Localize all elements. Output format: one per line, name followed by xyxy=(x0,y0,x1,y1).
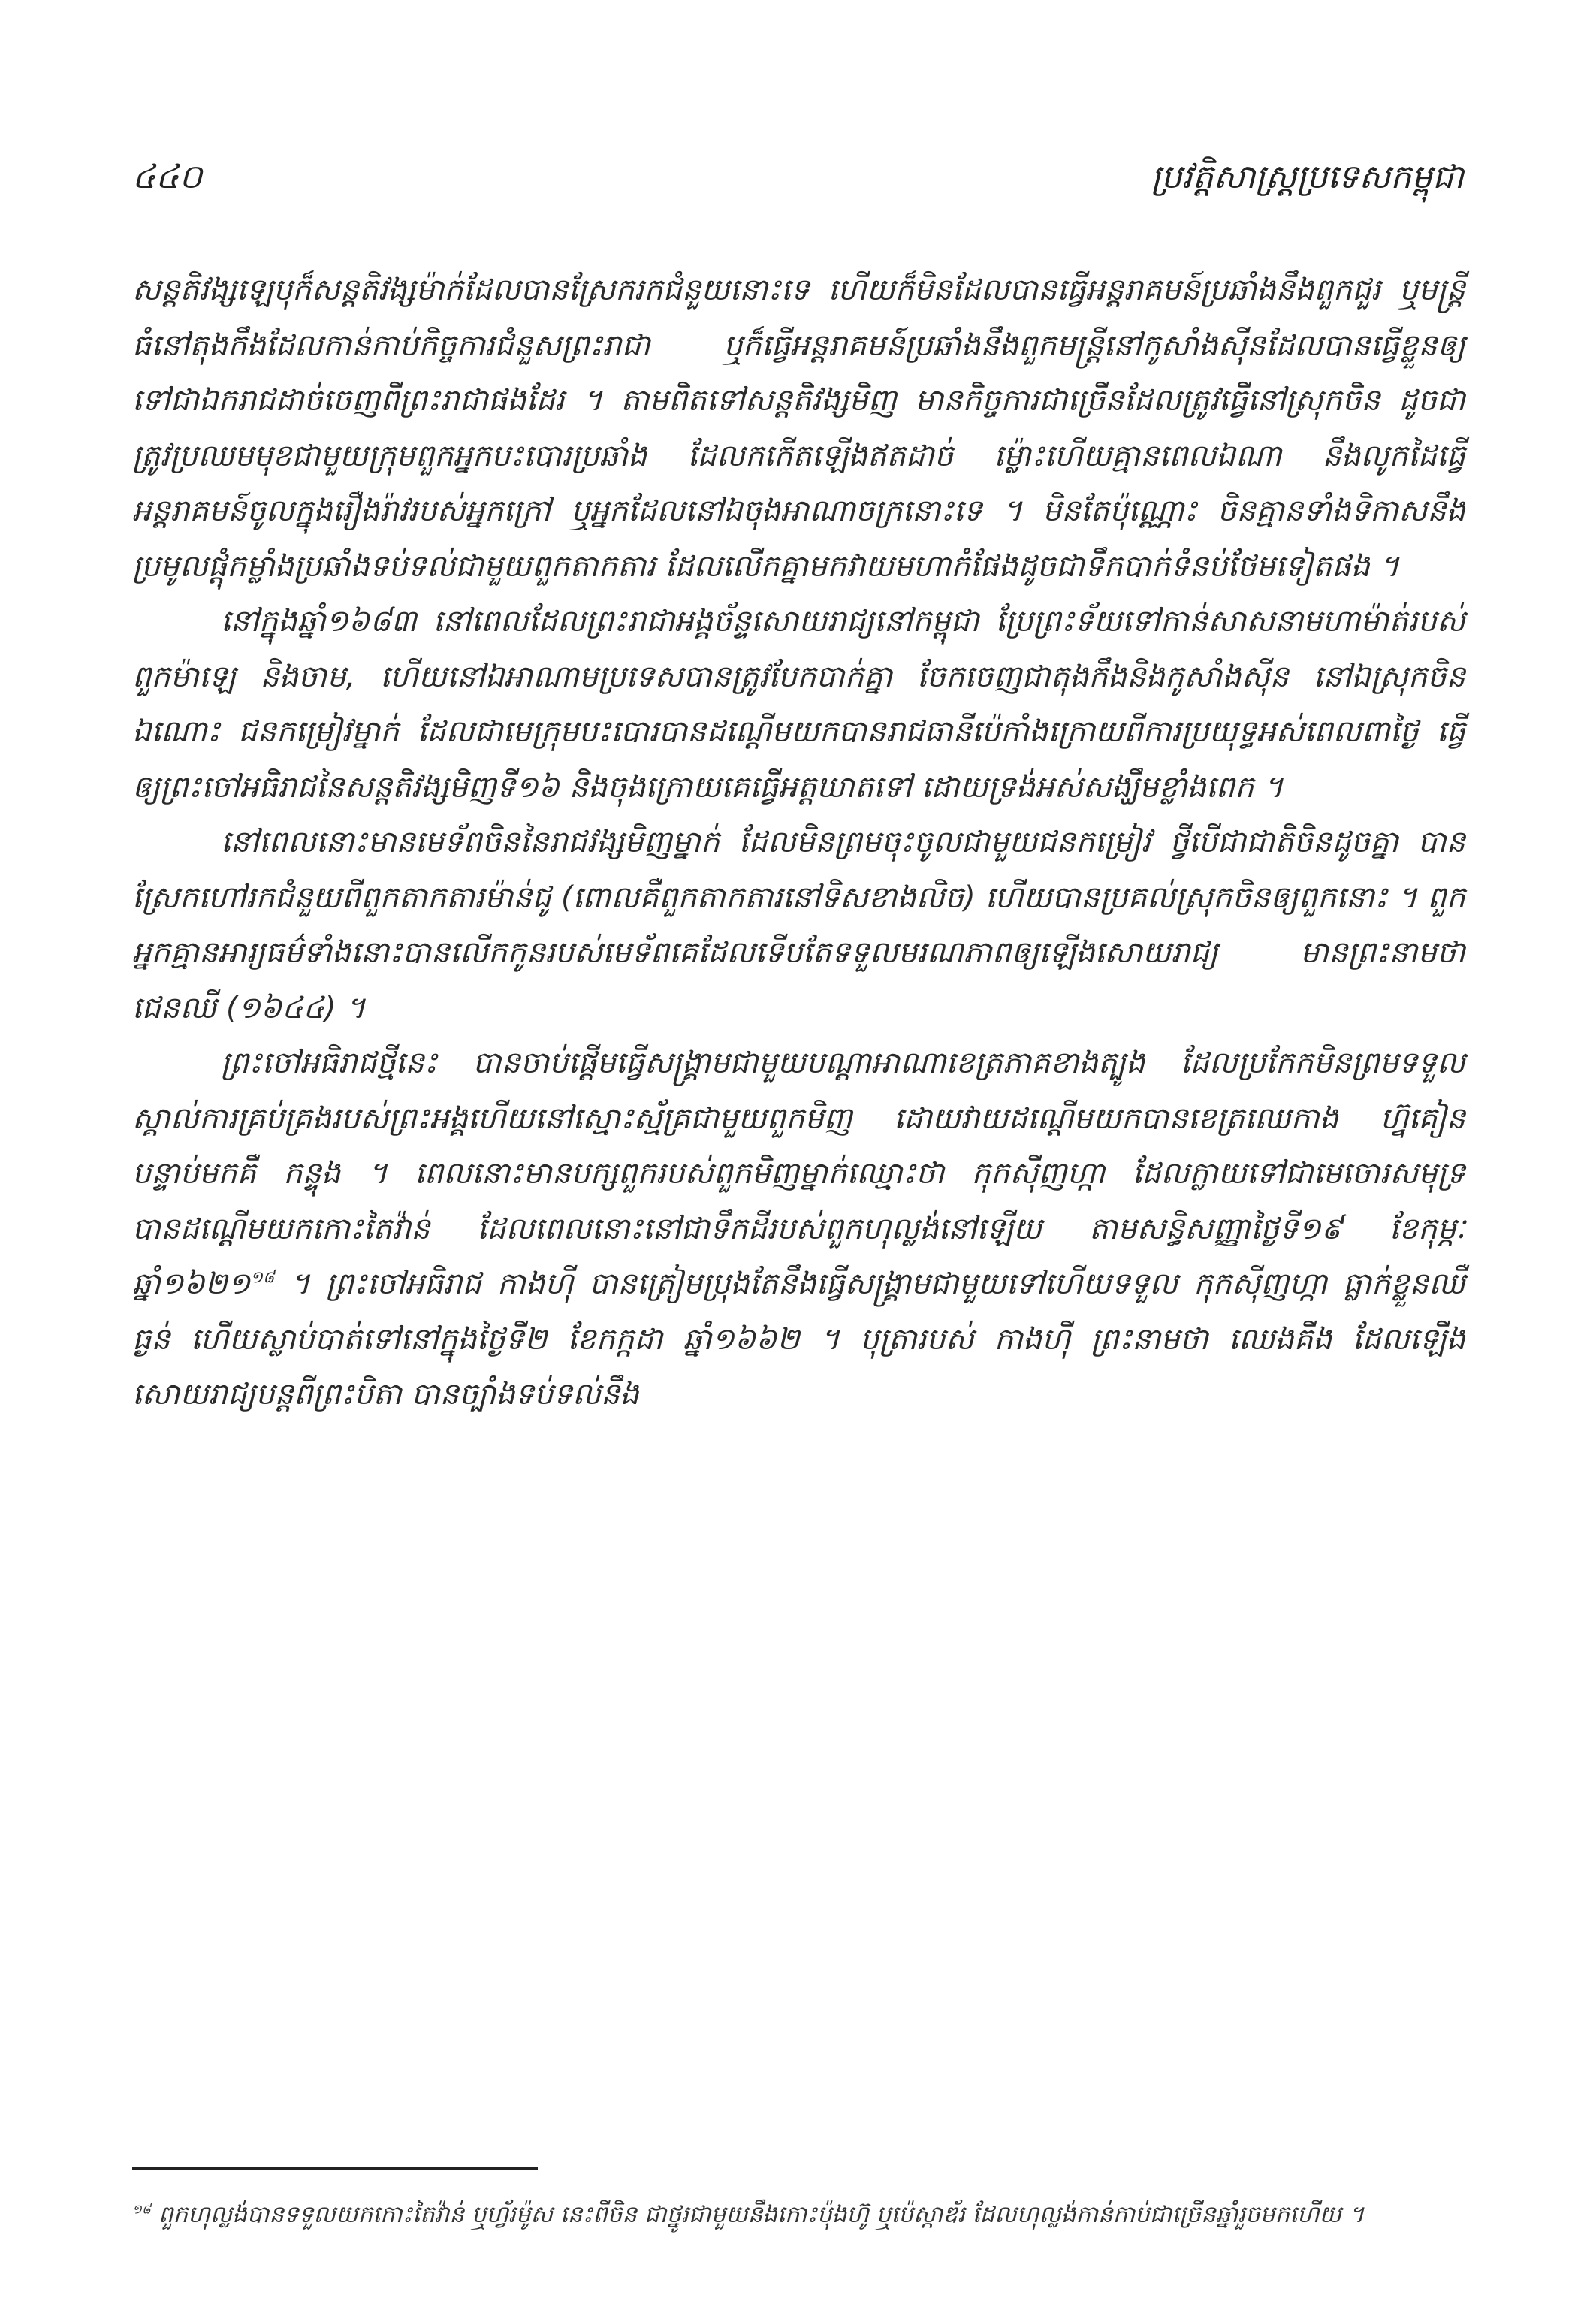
paragraph-1: សន្តតិវង្សឡេបុក៏សន្តតិវង្សម៉ាក់ដែលបានស្រែករកជំនួយនោះទេ ហើយក៏មិនដែលបានធ្វើអន្តរាគមន៍ប្រឆាំងនឹងពួកជួរ ឬមន្ត្រីធំនៅតុងកឹងដែលកាន់កាប់កិច្ចការជំនួសព្រះរាជា ឬក៏ធ្វើអន្តរាគមន៍ប្រឆាំងនឹងពួកមន្ត្រីនៅកូសាំងស៊ីនដែលបានធ្វើខ្លួនឲ្យទៅជាឯករាជដាច់ចេញពីព្រះរាជាផងដែរ ។ តាមពិតទៅសន្តតិវង្សមិញ មានកិច្ចការជាច្រើនដែលត្រូវធ្វើនៅស្រុកចិន ដូចជាត្រូវប្រឈមមុខជាមួយក្រុមពួកអ្នកបះបោរប្រឆាំង ដែលកកើតឡើងឥតដាច់ ម្ល៉ោះហើយគ្មានពេលឯណា នឹងលូកដៃធ្វើអន្តរាគមន៍ចូលក្នុងរឿងរ៉ាវរបស់អ្នកក្រៅ ឬអ្នកដែលនៅឯចុងអាណាចក្រនោះទេ ។ មិនតែប៉ុណ្ណោះ ចិនគ្មានទាំងទិកាសនឹងប្រមូលផ្តុំកម្លាំងប្រឆាំងទប់ទល់ជាមួយពួកតាកតារ ដែលលើកគ្នាមកវាយមហាកំផែងដូចជាទឹកបាក់ទំនប់ថែមទៀតផង ។ xyxy=(132,273,1465,584)
page-number: ៤៤០ xyxy=(132,158,203,196)
paragraph-4: ព្រះចៅអធិរាជថ្មីនេះ បានចាប់ផ្តើមធ្វើសង្គ្រាមជាមួយបណ្តាអាណាខេត្រភាគខាងត្បូង ដែលប្រកែកមិនព្រមទទួលស្គាល់ការគ្រប់គ្រងរបស់ព្រះអង្គហើយនៅស្មោះស្ម័គ្រជាមួយពួកមិញ ដោយវាយដណ្តើមយកបានខេត្រឈេកាង ហ្វ៊ុគៀន បន្ទាប់មកគឺ កន្ទុង ។ ពេលនោះមានបក្សពួករបស់ពួកមិញម្នាក់ឈ្មោះថា កុកស៊ីញហ្កា ដែលក្លាយទៅជាមេចោរសមុទ្រ បានដណ្តើមយកកោះតៃវ៉ាន់ ដែលពេលនោះនៅជាទឹកដីរបស់ពួកហុល្លង់នៅឡើយ តាមសន្ធិសញ្ញាថ្ងៃទី១៩ ខែកុម្ភៈ ឆ្នាំ១៦២១$^{១៨}$ ។ ព្រះចៅអធិរាជ កាងហ៊ី បានត្រៀមប្រុងតែនឹងធ្វើសង្គ្រាមជាមួយទៅហើយទទួល កុកស៊ីញហ្កា ធ្លាក់ខ្លួនឈឺធ្ងន់ ហើយស្លាប់បាត់ទៅនៅក្នុងថ្ងៃទី២ ខែកក្កដា ឆ្នាំ១៦៦២ ។ បុត្រារបស់ កាងហ៊ី ព្រះនាមថា ឈេងគីង ដែលឡើងសោយរាជ្យបន្តពីព្រះបិតា បានច្បាំងទប់ទល់នឹង xyxy=(132,1046,1466,1412)
footnote-marker: ១៨ xyxy=(132,2202,151,2218)
footnote-text: ពួកហុល្លង់បានទទួលយកកោះតៃវ៉ាន់ ឬហ្វ័រម៉ូស នេះពីចិន ជាថ្នូរជាមួយនឹងកោះប៉ុងហ៊ូ ឬប៉េស្កាឌ័រ ដែលហុល្លង់កាន់កាប់ជាច្រើនឆ្នាំរួចមកហើយ ។ xyxy=(158,2201,1365,2228)
paragraph-4-continuation: ព្រះចៅអធិរាជ កាងហ៊ី បានត្រៀមប្រុងតែនឹងធ្វើសង្គ្រាមជាមួយទៅហើយទទួល កុកស៊ីញហ្កា ធ្លាក់ខ្លួនឈឺធ្ងន់ ហើយស្លាប់បាត់ទៅនៅក្នុងថ្ងៃទី២ ខែកក្កដា ឆ្នាំ១៦៦២ ។ បុត្រារបស់ កាងហ៊ី ព្រះនាមថា ឈេងគីង ដែលឡើងសោយរាជ្យបន្តពីព្រះបិតា បានច្បាំងទប់ទល់នឹង xyxy=(132,1267,1466,1412)
paragraph-2: នៅក្នុងឆ្នាំ១៦៨៣ នៅពេលដែលព្រះរាជាអង្គច័ន្ទសោយរាជ្យនៅកម្ពុជា ប្រែព្រះទ័យទៅកាន់សាសនាមហាម៉ាត់របស់ពួកម៉ាឡេ និងចាម, ហើយនៅឯអាណាមប្រទេសបានត្រូវបែកបាក់គ្នា ចែកចេញជាតុងកឹងនិងកូសាំងស៊ីន នៅឯស្រុកចិនឯណោះ ជនកម្រៀវម្នាក់ ដែលជាមេក្រុមបះបោរបានដណ្តើមយកបានរាជធានីប៉េកាំងក្រោយពីការប្រយុទ្ធអស់ពេលពាថ្ងៃ ធ្វើឲ្យព្រះចៅអធិរាជនៃសន្តតិវង្សមិញទី១៦ និងចុងក្រោយគេធ្វើអត្តឃាតទៅ ដោយទ្រង់អស់សង្ឃឹមខ្លាំងពេក ។ xyxy=(132,604,1465,805)
footnote-divider xyxy=(132,2167,538,2170)
footnote xyxy=(132,2194,1465,2236)
book-title: ប្រវត្តិសាស្ត្រប្រទេសកម្ពុជា xyxy=(1151,158,1464,196)
body-text xyxy=(132,263,1465,1423)
footnote-reference[interactable]: ១៨ xyxy=(250,1268,275,1288)
paragraph-4-text: ព្រះចៅអធិរាជថ្មីនេះ បានចាប់ផ្តើមធ្វើសង្គ្រាមជាមួយបណ្តាអាណាខេត្រភាគខាងត្បូង ដែលប្រកែកមិនព្រមទទួលស្គាល់ការគ្រប់គ្រងរបស់ព្រះអង្គហើយនៅស្មោះស្ម័គ្រជាមួយពួកមិញ ដោយវាយដណ្តើមយកបានខេត្រឈេកាង ហ្វ៊ុគៀន បន្ទាប់មកគឺ កន្ទុង ។ ពេលនោះមានបក្សពួករបស់ពួកមិញម្នាក់ឈ្មោះថា កុកស៊ីញហ្កា ដែលក្លាយទៅជាមេចោរសមុទ្រ បានដណ្តើមយកកោះតៃវ៉ាន់ ដែលពេលនោះនៅជាទឹកដីរបស់ពួកហុល្លង់នៅឡើយ តាមសន្ធិសញ្ញាថ្ងៃទី១៩ ខែកុម្ភៈ ឆ្នាំ១៦២១ xyxy=(132,1046,1465,1301)
paragraph-3: នៅពេលនោះមានមេទ័ពចិននៃរាជវង្សមិញម្នាក់ ដែលមិនព្រមចុះចូលជាមួយជនកម្រៀវ ថ្វីបើជាជាតិចិនដូចគ្នា បានស្រែកហៅរកជំនួយពីពួកតាកតារម៉ាន់ជូ (ពោលគឺពួកតាកតារនៅទិសខាងលិច) ហើយបានប្រគល់ស្រុកចិនឲ្យពួកនោះ ។ ពួកអ្នកគ្មានអារ្យធម៌ទាំងនោះបានលើកកូនរបស់មេទ័ពគេដែលទើបតែទទួលមរណភាពឲ្យឡើងសោយរាជ្យ មានព្រះនាមថា ជេនឈី (១៦៤៤) ។ xyxy=(132,825,1465,1025)
running-header xyxy=(132,150,1464,210)
footnote-18 xyxy=(132,2194,1465,2236)
